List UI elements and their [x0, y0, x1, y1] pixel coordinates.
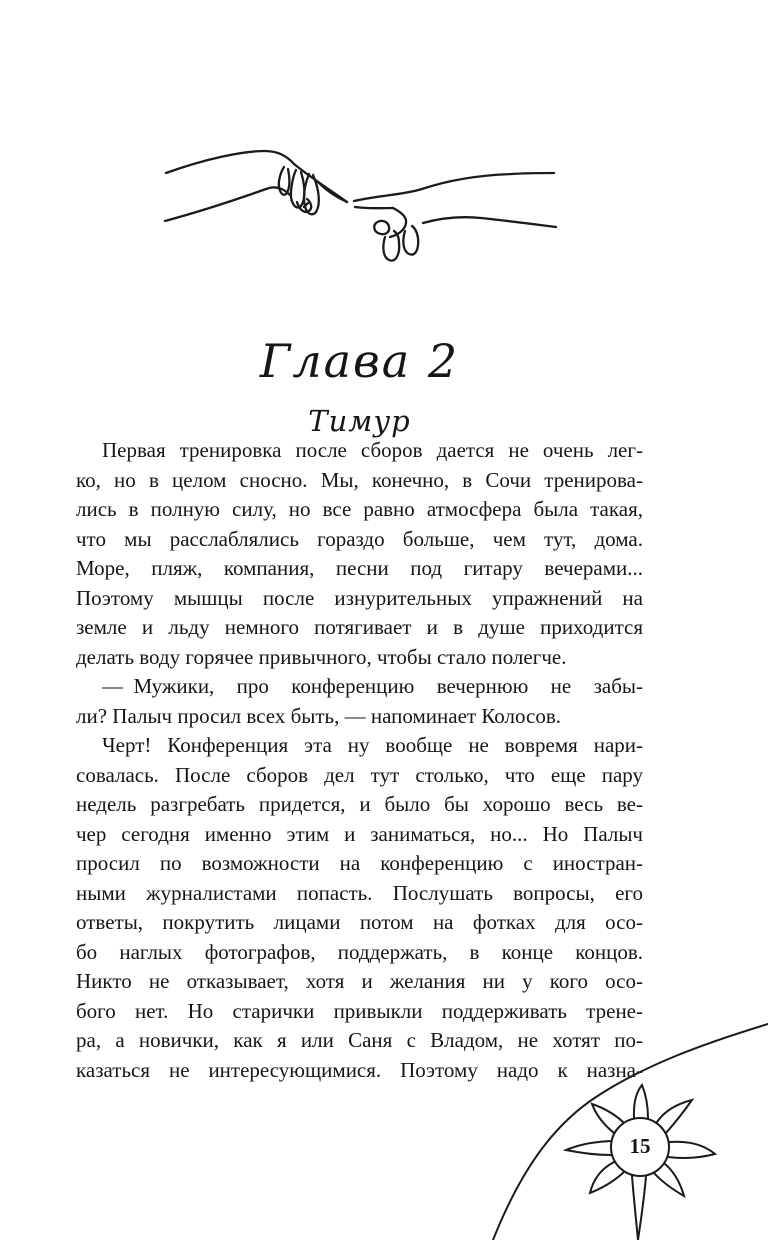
text-line: Поэтому мышцы после изнурительных упражнений на [76, 585, 643, 610]
text-line: ра, а новички, как я или Саня с Владом, не хотят по- [76, 1028, 643, 1052]
text-line: недель разгребать придется, и было бы хорошо весь ве- [76, 792, 643, 816]
text-line: земле и льду немного потягивает и в душе приходится [76, 615, 643, 639]
text-line: что мы расслаблялись гораздо больше, чем тут, дома. [76, 526, 643, 551]
text-line: чер сегодня именно этим и заниматься, но... Но Палыч [76, 821, 643, 846]
text-line: ответы, покрутить лицами потом на фотках для осо- [76, 910, 643, 934]
right-hand [354, 173, 556, 261]
corner-flourish-curve [493, 1024, 768, 1240]
chapter-subtitle: Тимур [308, 404, 411, 438]
text-line: — Мужики, про конференцию вечернюю не забы- [102, 674, 643, 698]
text-line: совалась. После сборов дел тут столько, что еще пару [76, 762, 643, 787]
page-number: 15 [629, 1134, 651, 1158]
chapter-title: Глава 2 [259, 334, 460, 388]
body-text [76, 436, 643, 1085]
text-line: Черт! Конференция эта ну вообще не вовремя нари- [102, 733, 643, 757]
left-hand [165, 151, 347, 221]
sun-rays [566, 1085, 715, 1240]
text-line: лись в полную силу, но все равно атмосфера была такая, [76, 497, 643, 521]
text-line: бого нет. Но старички привыкли поддерживать трене- [76, 998, 643, 1023]
text-line: ли? Палыч просил всех быть, — напоминает Колосов. [76, 703, 561, 728]
sun-page-ornament [440, 1000, 768, 1240]
reaching-hands-illustration [160, 145, 560, 265]
text-line: казаться не интересующимися. Поэтому надо к назна- [76, 1057, 643, 1082]
text-line: бо наглых фотографов, поддержать, в конце концов. [76, 939, 643, 964]
text-line: делать воду горячее привычного, чтобы стало полегче. [76, 644, 567, 669]
text-line: просил по возможности на конференцию с иностран- [76, 851, 643, 875]
text-line: Море, пляж, компания, песни под гитару вечерами... [76, 556, 643, 580]
text-line: Никто не отказывает, хотя и желания ни у кого осо- [76, 969, 643, 993]
text-line: ко, но в целом сносно. Мы, конечно, в Сочи тренирова- [76, 467, 643, 492]
text-line: Первая тренировка после сборов дается не очень лег- [102, 438, 643, 462]
text-line: ными журналистами попасть. Послушать вопросы, его [76, 880, 643, 905]
